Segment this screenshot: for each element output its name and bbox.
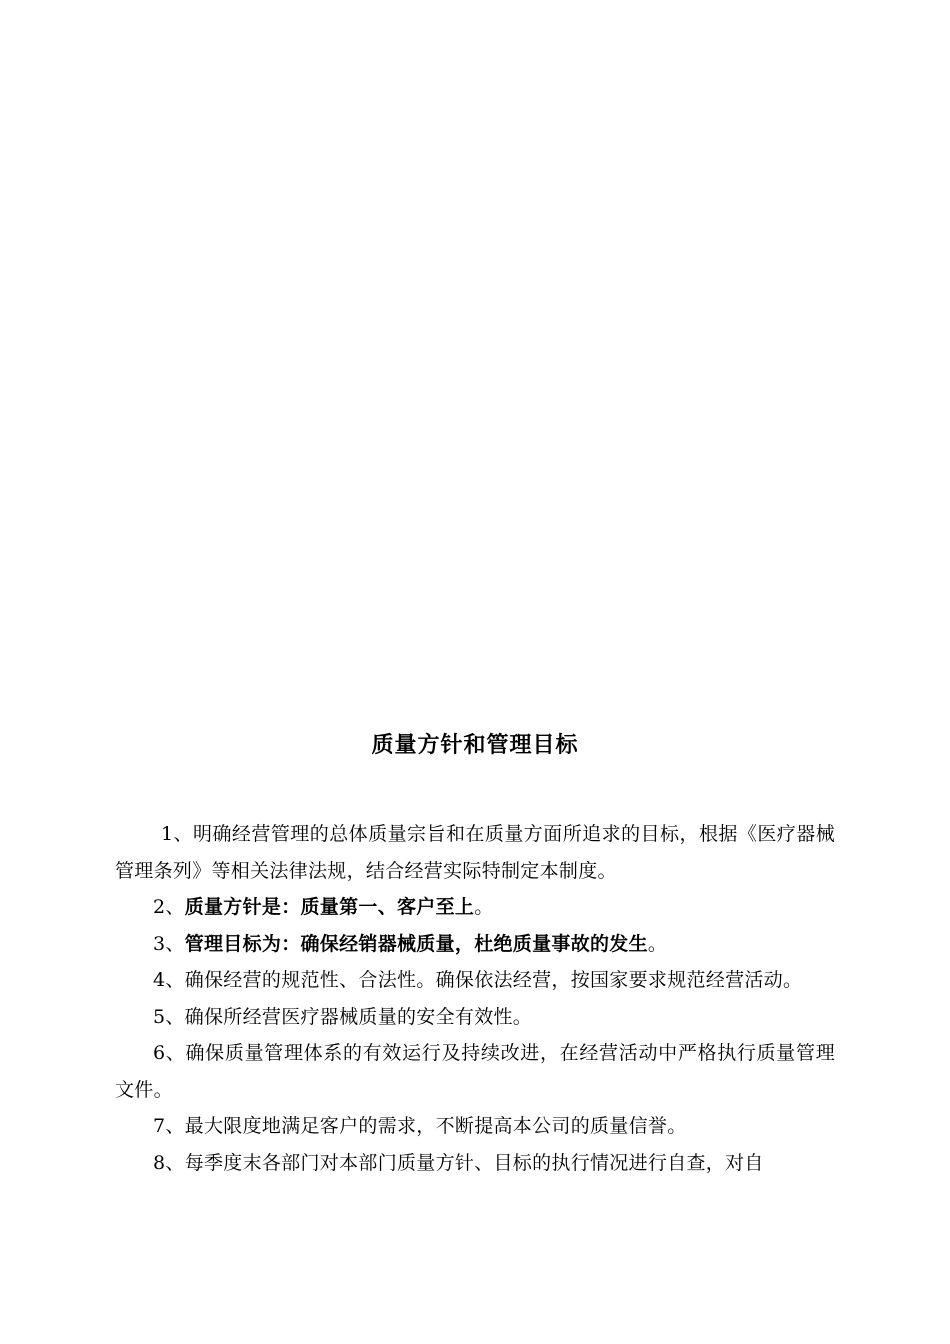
paragraph-7: [115, 1108, 835, 1145]
paragraph-text: 明确经营管理的总体质量宗旨和在质量方面所追求的目标，根据《医疗器械管理条列》等相关法律法规，结合经营实际特制定本制度。: [115, 823, 835, 882]
paragraph-2: [115, 889, 835, 926]
paragraph-8: [115, 1145, 835, 1182]
paragraph-tail: 。: [474, 896, 494, 918]
paragraph-text: 确保经营的规范性、合法性。确保依法经营，按国家要求规范经营活动。: [184, 969, 803, 991]
paragraph-number: 4、: [153, 969, 185, 991]
paragraph-number: 2、: [153, 896, 185, 918]
paragraph-text: 确保所经营医疗器械质量的安全有效性。: [184, 1005, 533, 1028]
management-goal-text: 管理目标为：确保经销器械质量，杜绝质量事故的发生: [184, 932, 648, 955]
paragraph-1: [115, 816, 835, 889]
document-body: [115, 816, 835, 1181]
paragraph-number: 7、: [153, 1115, 185, 1137]
paragraph-text: 每季度末各部门对本部门质量方针、目标的执行情况进行自查，对自: [184, 1151, 764, 1174]
paragraph-number: 1、: [161, 823, 194, 845]
paragraph-3: [115, 926, 835, 963]
document-title: 质量方针和管理目标: [371, 733, 579, 758]
paragraph-6: [115, 1035, 835, 1108]
quality-policy-text: 质量方针是：质量第一、客户至上: [184, 896, 475, 918]
paragraph-number: 8、: [153, 1151, 185, 1174]
paragraph-tail: 。: [647, 932, 668, 955]
paragraph-number: 6、: [153, 1042, 186, 1064]
paragraph-number: 5、: [153, 1005, 185, 1028]
paragraph-5: [115, 999, 835, 1036]
paragraph-number: 3、: [153, 932, 185, 955]
paragraph-text: 最大限度地满足客户的需求，不断提高本公司的质量信誉。: [184, 1115, 687, 1137]
paragraph-4: [115, 962, 835, 999]
paragraph-text: 确保质量管理体系的有效运行及持续改进，在经营活动中严格执行质量管理文件。: [115, 1042, 835, 1101]
